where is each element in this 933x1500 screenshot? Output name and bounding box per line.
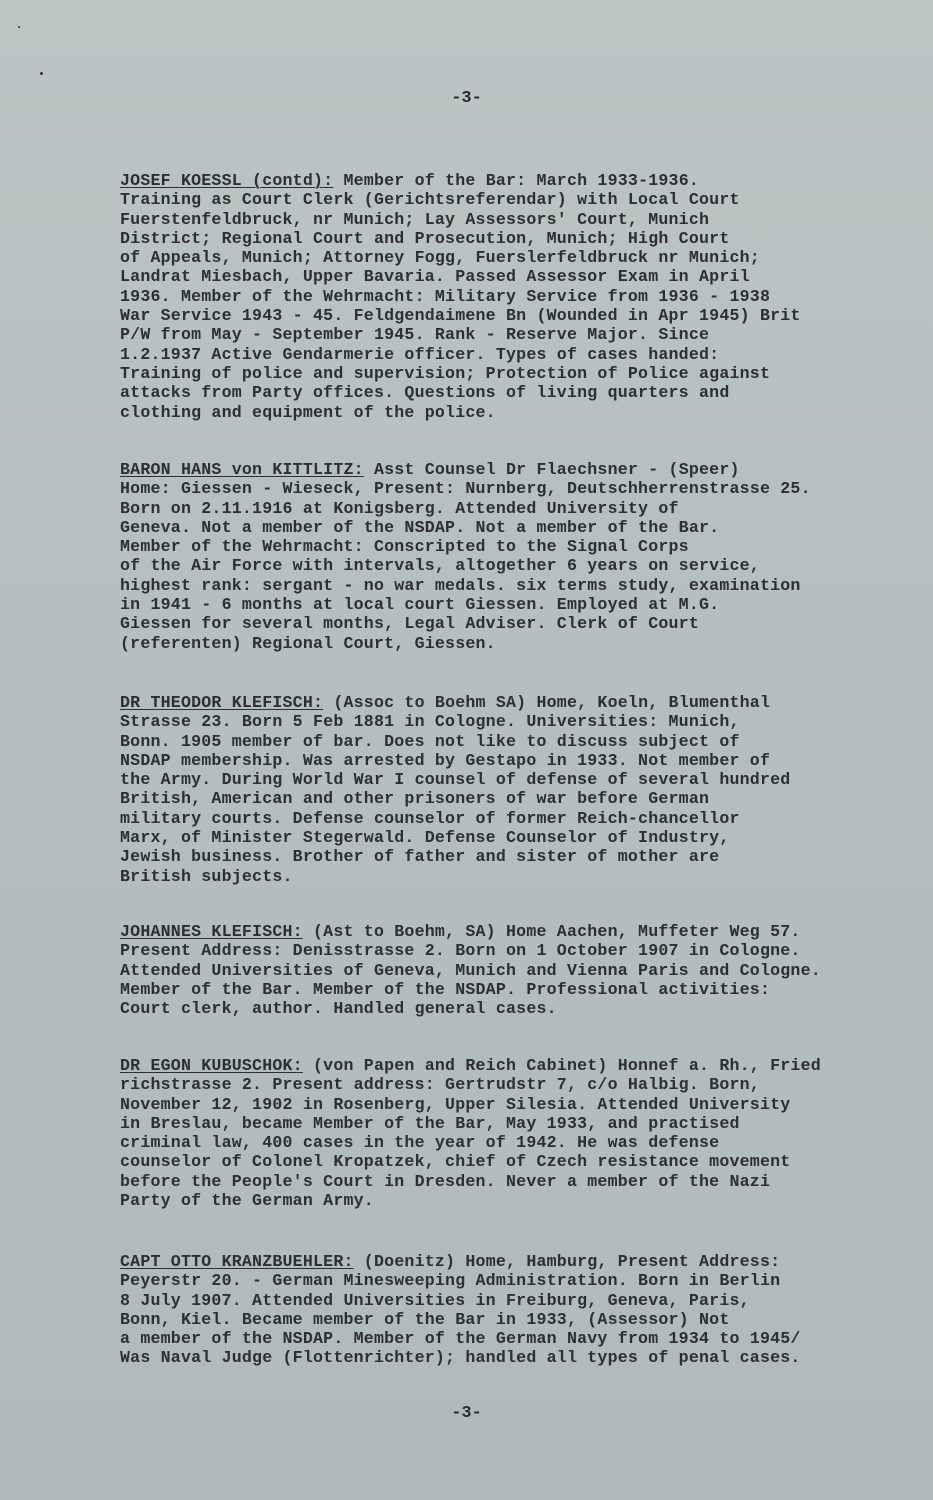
entry-line: in Breslau, became Member of the Bar, May 1933, and practised xyxy=(120,1113,740,1133)
entry-line: 1.2.1937 Active Gendarmerie officer. Types of cases handed: xyxy=(120,344,720,364)
entry-line: Peyerstr 20. - German Minesweeping Administration. Born in Berlin xyxy=(120,1271,781,1291)
entry-line: Member of the Bar. Member of the NSDAP. Professional activities: xyxy=(120,979,771,999)
entry-line: Was Naval Judge (Flottenrichter); handled all types of penal cases. xyxy=(120,1348,801,1368)
entry-line: 1936. Member of the Wehrmacht: Military Service from 1936 - 1938 xyxy=(120,286,771,306)
entry-line: Born on 2.11.1916 at Konigsberg. Attended University of xyxy=(120,498,679,518)
entry-koessl xyxy=(120,171,920,422)
entry-line: District; Regional Court and Prosecution, Munich; High Court xyxy=(120,228,730,248)
entry-name: BARON HANS von KITTLITZ: xyxy=(120,460,364,479)
entry-name: JOHANNES KLEFISCH: xyxy=(120,922,303,941)
entry-kubuschok xyxy=(120,1056,920,1210)
paper-speck xyxy=(18,26,20,28)
entry-line: before the People's Court in Dresden. Never a member of the Nazi xyxy=(120,1171,771,1191)
entry-name: DR EGON KUBUSCHOK: xyxy=(120,1056,303,1075)
entry-line: 8 July 1907. Attended Universities in Freiburg, Geneva, Paris, xyxy=(120,1290,750,1310)
entry-line: Fuerstenfeldbruck, nr Munich; Lay Assessors' Court, Munich xyxy=(120,209,710,229)
entry-name: CAPT OTTO KRANZBUEHLER: xyxy=(120,1252,354,1271)
entry-kranzbuehler xyxy=(120,1252,920,1368)
entry-line: Training of police and supervision; Protection of Police against xyxy=(120,363,771,383)
entry-first-line: (Doenitz) Home, Hamburg, Present Address: xyxy=(353,1252,781,1271)
entry-theodor-klefisch xyxy=(120,693,920,886)
entry-line: P/W from May - September 1945. Rank - Reserve Major. Since xyxy=(120,325,710,345)
entry-line: November 12, 1902 in Rosenberg, Upper Silesia. Attended University xyxy=(120,1094,791,1114)
entry-line: British, American and other prisoners of war before German xyxy=(120,789,710,809)
entry-line: highest rank: sergant - no war medals. six terms study, examination xyxy=(120,575,801,595)
entry-line: Strasse 23. Born 5 Feb 1881 in Cologne. Universities: Munich, xyxy=(120,712,740,732)
entry-name: JOSEF KOESSL (contd): xyxy=(120,171,334,190)
entry-line: Party of the German Army. xyxy=(120,1191,374,1211)
entry-line: Jewish business. Brother of father and sister of mother are xyxy=(120,847,720,867)
entry-name: DR THEODOR KLEFISCH: xyxy=(120,693,324,712)
entry-line: attacks from Party offices. Questions of living quarters and xyxy=(120,383,730,403)
entry-line: Present Address: Denisstrasse 2. Born on 1 October 1907 in Cologne. xyxy=(120,941,801,961)
entry-line: military courts. Defense counselor of former Reich-chancellor xyxy=(120,808,740,828)
entry-line: Landrat Miesbach, Upper Bavaria. Passed Assessor Exam in April xyxy=(120,267,750,287)
entry-line: criminal law, 400 cases in the year of 1942. He was defense xyxy=(120,1133,720,1153)
entry-line: Giessen for several months, Legal Adviser. Clerk of Court xyxy=(120,614,699,634)
entry-line: Geneva. Not a member of the NSDAP. Not a member of the Bar. xyxy=(120,517,720,537)
entry-line: a member of the NSDAP. Member of the German Navy from 1934 to 1945/ xyxy=(120,1329,801,1349)
entry-line: in 1941 - 6 months at local court Giessen. Employed at M.G. xyxy=(120,595,720,615)
entry-line: NSDAP membership. Was arrested by Gestapo in 1933. Not member of xyxy=(120,750,771,770)
entry-line: clothing and equipment of the police. xyxy=(120,402,496,422)
entry-line: counselor of Colonel Kropatzek, chief of Czech resistance movement xyxy=(120,1152,791,1172)
entry-first-line: (Ast to Boehm, SA) Home Aachen, Muffeter Weg 57. xyxy=(302,922,801,941)
page-number-footer: -3- xyxy=(451,1404,482,1423)
entry-line: of the Air Force with intervals, altogether 6 years on service, xyxy=(120,556,760,576)
entry-first-line: Member of the Bar: March 1933-1936. xyxy=(333,171,700,190)
entry-line: Attended Universities of Geneva, Munich and Vienna Paris and Cologne. xyxy=(120,960,821,980)
entry-line: the Army. During World War I counsel of defense of several hundred xyxy=(120,770,791,790)
entry-line: richstrasse 2. Present address: Gertrudstr 7, c/o Halbig. Born, xyxy=(120,1075,760,1095)
entry-line: (referenten) Regional Court, Giessen. xyxy=(120,633,496,653)
paper-speck xyxy=(40,72,43,75)
entry-line: Court clerk, author. Handled general cases. xyxy=(120,999,557,1019)
entry-line: Bonn, Kiel. Became member of the Bar in 1933, (Assessor) Not xyxy=(120,1309,730,1329)
entry-line: War Service 1943 - 45. Feldgendaimene Bn (Wounded in Apr 1945) Brit xyxy=(120,306,801,326)
page-number-header: -3- xyxy=(451,89,482,108)
entry-line: of Appeals, Munich; Attorney Fogg, Fuerslerfeldbruck nr Munich; xyxy=(120,248,760,268)
entry-first-line: (von Papen and Reich Cabinet) Honnef a. Rh., Fried xyxy=(302,1056,821,1075)
entry-kittlitz xyxy=(120,460,920,653)
entry-line: Home: Giessen - Wieseck, Present: Nurnberg, Deutschherrenstrasse 25. xyxy=(120,479,811,499)
entry-line: Bonn. 1905 member of bar. Does not like to discuss subject of xyxy=(120,731,740,751)
entry-first-line: Asst Counsel Dr Flaechsner - (Speer) xyxy=(363,460,740,479)
entry-johannes-klefisch xyxy=(120,922,920,1018)
entry-line: British subjects. xyxy=(120,866,293,886)
entry-line: Marx, of Minister Stegerwald. Defense Counselor of Industry, xyxy=(120,828,730,848)
entry-line: Member of the Wehrmacht: Conscripted to the Signal Corps xyxy=(120,537,689,557)
entry-first-line: (Assoc to Boehm SA) Home, Koeln, Blumenthal xyxy=(323,693,771,712)
entry-line: Training as Court Clerk (Gerichtsreferendar) with Local Court xyxy=(120,190,740,210)
